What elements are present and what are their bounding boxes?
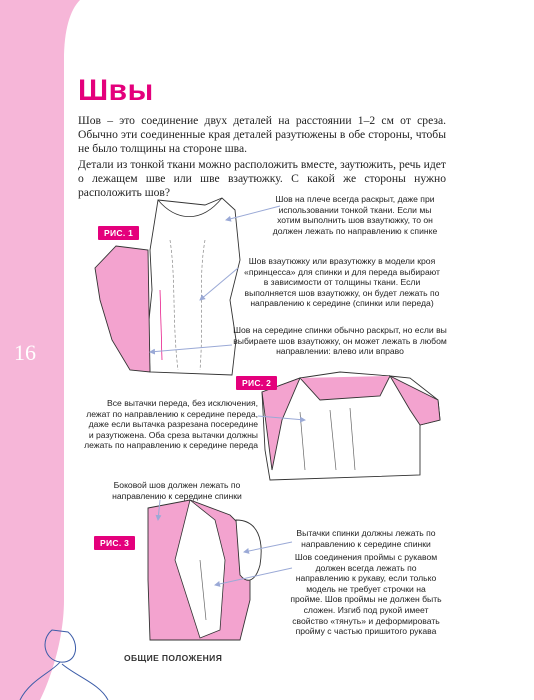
figure-1-note-shoulder: Шов на плече всегда раскрыт, даже при использовании тонкой ткани. Если мы хотим выполнить шов взаутюжку, то он должен лежать по направлению к спинке [272, 194, 438, 236]
figure-2-drawing [258, 372, 440, 480]
figure-1-label: РИС. 1 [98, 226, 139, 240]
figure-3-note-back-darts: Вытачки спинки должны лежать по направлению к середине спинки [296, 528, 436, 549]
figure-3-note-armhole: Шов соединения проймы с рукавом должен всегда лежать по направлению к рукаву, если только модель не требует строчки на пройме. Шов проймы не должен быть сложен. Изгиб под рукой имеет свойство «тянуть» и деформировать пройму с частью пришитого рукава [290, 552, 442, 637]
page-title: Швы [78, 74, 154, 107]
figure-3-drawing [148, 500, 292, 640]
figure-2-label: РИС. 2 [236, 376, 277, 390]
intro-paragraph: Шов – это соединение двух деталей на расстоянии 1–2 см от среза. Обычно эти соединенные края деталей разутюжены в обе стороны, чтобы не было толщины на стороне шва. [78, 114, 446, 155]
page-number: 16 [14, 340, 36, 365]
figure-3-note-side-seam: Боковой шов должен лежать по направлению к середине спинки [112, 480, 242, 501]
figure-2-note-darts: Все вытачки переда, без исключения, лежат по направлению к середине переда, даже если вытачка разрезана посередине и разутюжена. Оба среза вытачки должны лежать по направлению к середине переда [84, 398, 258, 451]
figure-1-note-center-back: Шов на середине спинки обычно раскрыт, но если вы выбираете шов взаутюжку, он может лежать в любом направлении: влево или вправо [233, 325, 447, 357]
section-footer: ОБЩИЕ ПОЛОЖЕНИЯ [124, 653, 223, 663]
figure-3-label: РИС. 3 [94, 536, 135, 550]
intro-paragraph: Детали из тонкой ткани можно расположить вместе, заутюжить, речь идет о лежащем шве или шве взаутюжку. С какой же стороны нужно расположить шов? [78, 158, 446, 199]
figure-1-note-princess: Шов взаутюжку или вразутюжку в модели кроя «принцесса» для спинки и для переда выбирают в зависимости от толщины ткани. Если выполняется шов взаутюжку, он будет лежать по направлению к середине (спинки или переда) [244, 256, 440, 309]
fashion-sketch-figure [20, 630, 108, 700]
